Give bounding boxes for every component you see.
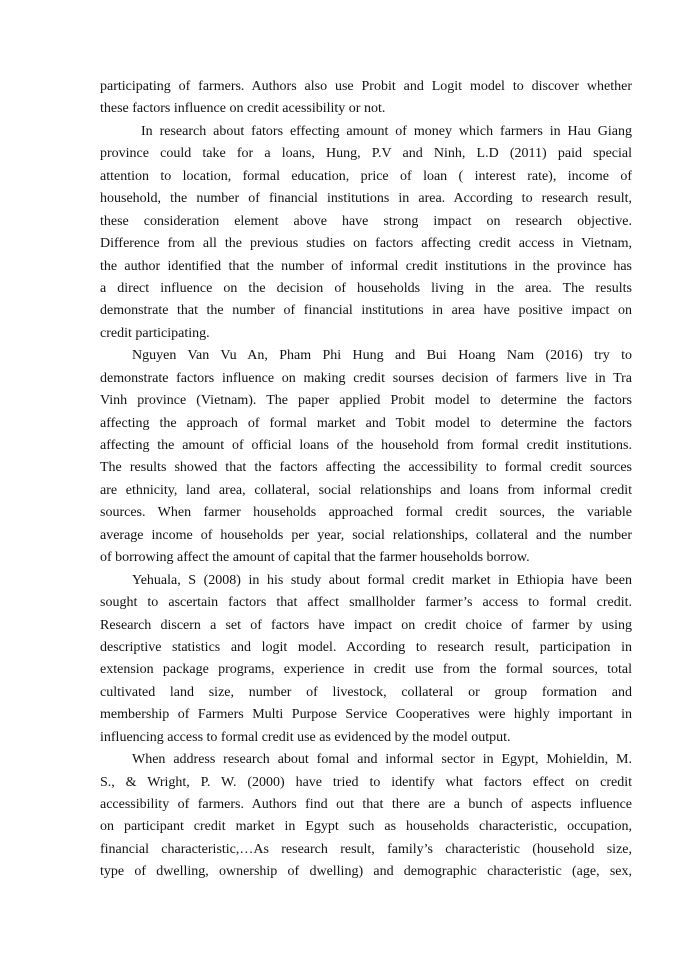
paragraph-mohieldin-wright xyxy=(100,749,632,884)
document-page xyxy=(100,76,632,884)
text-line: of borrowing affect the amount of capital that the farmer households borrow. xyxy=(100,550,530,566)
paragraph-yehuala xyxy=(100,570,632,750)
text-line: demonstrate that the number of financial institutions in area have positive impact on xyxy=(100,303,632,319)
text-line: demonstrate factors influence on making credit sourses decision of farmers live in Tra xyxy=(100,370,632,386)
paragraph-hung-ninh xyxy=(100,121,632,345)
text-line: a direct influence on the decision of households living in the area. The results xyxy=(100,280,632,296)
text-line: Yehuala, S (2008) in his study about formal credit market in Ethiopia have been xyxy=(132,572,632,588)
text-line: S., & Wright, P. W. (2000) have tried to identify what factors effect on credit xyxy=(100,774,632,790)
text-line: attention to location, formal education, price of loan ( interest rate), income of xyxy=(100,168,632,184)
text-line: sought to ascertain factors that affect smallholder farmer’s access to formal credit. xyxy=(100,595,632,611)
text-line: type of dwelling, ownership of dwelling) and demographic characteristic (age, sex, xyxy=(100,864,632,880)
text-line: descriptive statistics and logit model. According to research result, participation in xyxy=(100,639,632,655)
text-line: province could take for a loans, Hung, P.V and Ninh, L.D (2011) paid special xyxy=(100,146,632,162)
text-line: financial characteristic,…As research result, family’s characteristic (household size, xyxy=(100,841,632,857)
text-line: Research discern a set of factors have impact on credit choice of farmer by using xyxy=(100,617,632,633)
text-line: affecting the amount of official loans of the household from formal credit institutions. xyxy=(100,438,632,453)
text-line: The results showed that the factors affecting the accessibility to formal credit sources xyxy=(100,460,632,476)
text-line: credit participating. xyxy=(100,325,210,341)
text-line: these factors influence on credit acessibility or not. xyxy=(100,101,386,117)
paragraph-continuation xyxy=(100,76,632,121)
text-line: are ethnicity, land area, collateral, social relationships and loans from informal credit xyxy=(100,482,632,498)
text-line: Nguyen Van Vu An, Pham Phi Hung and Bui Hoang Nam (2016) try to xyxy=(132,348,632,364)
text-line: these consideration element above have strong impact on research objective. xyxy=(100,213,632,229)
text-line: accessibility of farmers. Authors find out that there are a bunch of aspects influence xyxy=(100,797,632,812)
text-line: extension package programs, experience in credit use from the formal sources, total xyxy=(100,662,632,678)
text-line: on participant credit market in Egypt such as households characteristic, occupation, xyxy=(100,819,632,835)
text-line: Vinh province (Vietnam). The paper applied Probit model to determine the factors xyxy=(100,393,632,409)
text-line: average income of households per year, social relationships, collateral and the number xyxy=(100,527,632,543)
text-line: influencing access to formal credit use as evidenced by the model output. xyxy=(100,729,511,745)
text-line: household, the number of financial institutions in area. According to research result, xyxy=(100,191,632,207)
text-line: sources. When farmer households approached formal credit sources, the variable xyxy=(100,505,632,521)
text-line: membership of Farmers Multi Purpose Service Cooperatives were highly important in xyxy=(100,707,632,723)
paragraph-an-hung-nam xyxy=(100,345,632,569)
text-line: affecting the approach of formal market and Tobit model to determine the factors xyxy=(100,415,632,431)
text-line: the author identified that the number of informal credit institutions in the province has xyxy=(100,258,632,274)
text-line: Difference from all the previous studies on factors affecting credit access in Vietnam, xyxy=(100,236,632,252)
text-line: participating of farmers. Authors also use Probit and Logit model to discover whether xyxy=(100,79,632,94)
text-line: In research about fators effecting amount of money which farmers in Hau Giang xyxy=(141,123,632,139)
text-line: When address research about fomal and informal sector in Egypt, Mohieldin, M. xyxy=(132,752,632,768)
text-line: cultivated land size, number of livestock, collateral or group formation and xyxy=(100,684,632,700)
